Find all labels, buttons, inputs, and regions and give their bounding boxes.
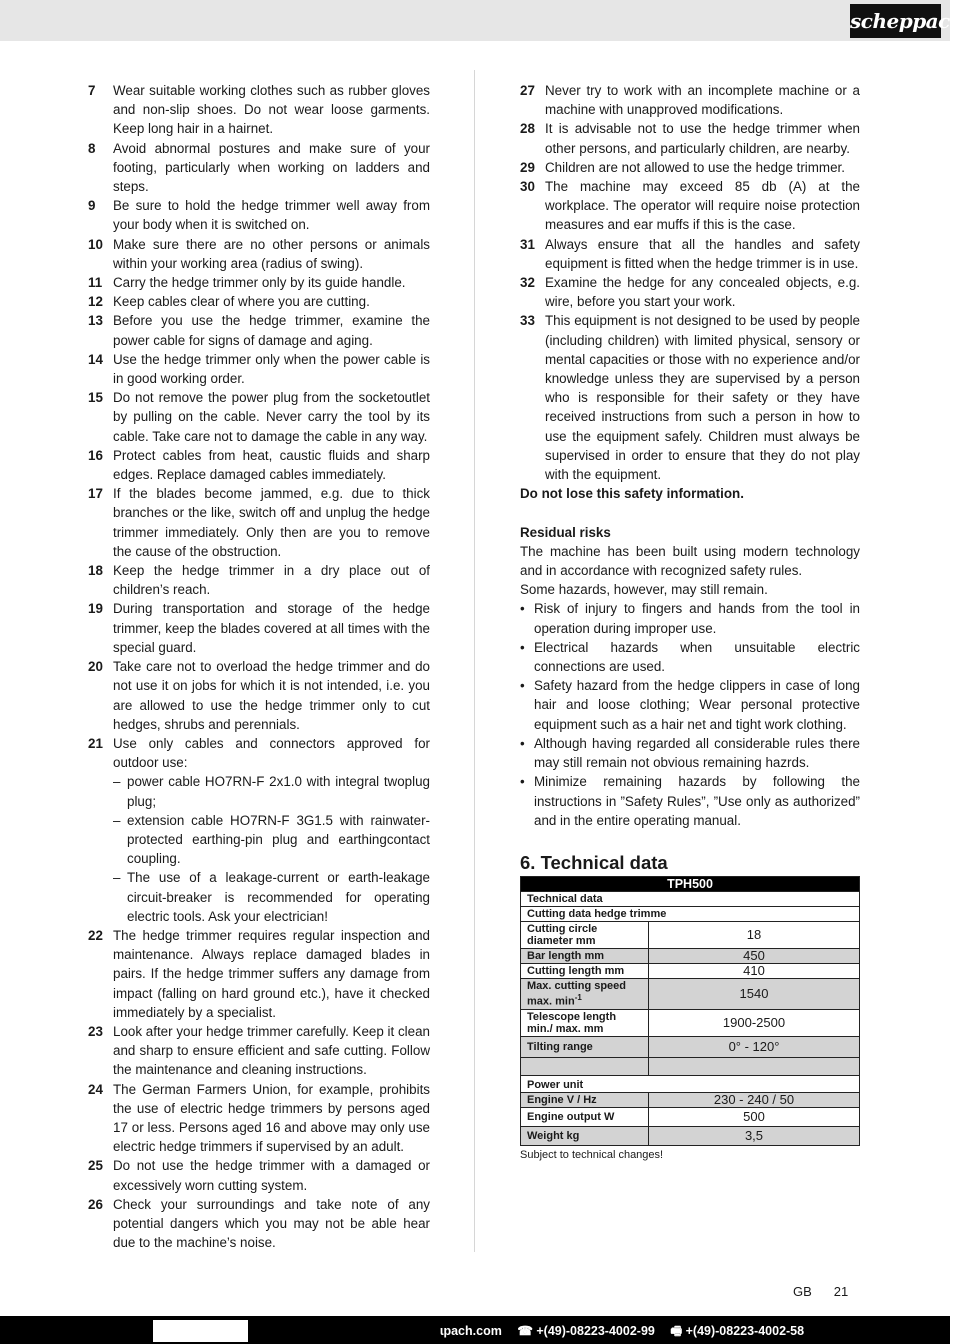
item-text: Look after your hedge trimmer carefully. Keep it clean and sharp to ensure efficient and safe cutting. Follow the maintenance and cleaning instructions. — [113, 1023, 430, 1078]
header-bar — [0, 0, 964, 41]
bullet-text: Minimize remaining hazards by following the instructions in ”Safety Rules”, ”Use only as authorized” and in the entire operating manual. — [534, 774, 860, 828]
item-text: Use only cables and connectors approved for outdoor use: — [113, 735, 430, 771]
section-cell: Power unit — [521, 1075, 860, 1092]
table-row — [521, 1009, 860, 1036]
table-section-row — [521, 891, 860, 906]
list-item — [88, 273, 430, 292]
item-number: 22 — [88, 927, 103, 943]
item-number: 11 — [88, 275, 103, 291]
item-text: Keep cables clear of where you are cutting. — [113, 294, 370, 310]
item-number: 30 — [520, 179, 535, 195]
speed-label-sup: -1 — [574, 992, 582, 1002]
column-divider — [474, 70, 475, 1252]
spec-label: Cutting circle diameter mm — [521, 921, 649, 948]
bullet-dot: • — [520, 735, 525, 751]
table-row — [521, 1107, 860, 1126]
sub-item — [113, 811, 430, 869]
item-number: 24 — [88, 1081, 103, 1097]
item-number: 31 — [520, 236, 535, 252]
safety-note: Do not lose this safety information. — [520, 486, 744, 502]
item-text: The German Farmers Union, for example, prohibits the use of electric hedge trimmers by persons aged 17 or less. Persons aged 16 and above may only use electric hedge trimmers if supervised by an adult. — [113, 1081, 430, 1155]
subject-to-change-note: Subject to technical changes! — [520, 1148, 664, 1161]
spec-label: Cutting length mm — [521, 963, 649, 978]
item-text: Wear suitable working clothes such as rubber gloves and non-slip shoes. Do not wear loose garments. Keep long hair in a hairnet. — [113, 83, 430, 137]
item-text: If the blades become jammed, e.g. due to thick branches or the like, switch off and unplug the hedge trimmer immediately. Only then are you to remove the cause of the obstruction. — [113, 486, 430, 559]
item-number: 27 — [520, 83, 535, 98]
item-text: Before you use the hedge trimmer, examine the power cable for signs of damage and aging. — [113, 313, 430, 348]
item-number: 7 — [88, 83, 96, 98]
list-item — [520, 119, 860, 157]
spec-value: 1540 — [649, 978, 860, 1009]
list-item — [88, 446, 430, 484]
dash-marker: – — [113, 870, 121, 886]
list-item — [88, 1156, 430, 1194]
list-item — [88, 292, 430, 311]
item-number: 13 — [88, 313, 103, 329]
footer-contact — [440, 1322, 816, 1343]
list-item — [88, 139, 430, 197]
dash-marker: – — [113, 812, 121, 828]
sub-item-text: The use of a leakage-current or earth-leakage circuit-breaker is recommended for operating electric tools. Ask your electrician! — [127, 870, 430, 924]
table-row-empty — [521, 1057, 860, 1075]
item-text: It is advisable not to use the hedge trimmer when other persons, and particularly children, are nearby. — [545, 121, 860, 156]
model-cell: TPH500 — [521, 876, 860, 891]
list-item — [520, 235, 860, 273]
sub-item-text: extension cable HO7RN-F 3G1.5 with rainwater-protected earthing-pin plug and earthingcontact coupling. — [127, 812, 430, 867]
risk-bullet — [520, 599, 860, 637]
footer-white-box — [153, 1320, 248, 1342]
spec-label: Engine output W — [521, 1107, 649, 1126]
risk-bullet — [520, 676, 860, 734]
table-row — [521, 1092, 860, 1107]
list-item — [88, 561, 430, 599]
item-number: 33 — [520, 313, 535, 329]
item-text: Children are not allowed to use the hedge trimmer. — [545, 159, 845, 175]
item-number: 16 — [88, 447, 103, 463]
item-number: 18 — [88, 563, 103, 579]
spec-label: Bar length mm — [521, 948, 649, 963]
risk-bullet — [520, 772, 860, 830]
fax-number: 🖷 +(49)-08223-4002-58 — [670, 1324, 805, 1338]
section-cell: Technical data — [521, 891, 860, 906]
item-number: 29 — [520, 159, 535, 175]
item-number: 15 — [88, 390, 103, 406]
list-item — [88, 388, 430, 446]
spec-label: Tilting range — [521, 1036, 649, 1057]
item-number: 28 — [520, 121, 535, 137]
item-text: Keep the hedge trimmer in a dry place out of children’s reach. — [113, 563, 430, 598]
list-item — [88, 1195, 430, 1253]
item-number: 25 — [88, 1158, 103, 1174]
spec-label: Telescope length min./ max. mm — [521, 1009, 649, 1036]
technical-data-heading: 6. Technical data — [520, 851, 668, 873]
item-text: The machine may exceed 85 db (A) at the workplace. The operator will require noise protection measures and ear muffs if this is the case. — [545, 179, 860, 233]
dash-marker: – — [113, 774, 121, 790]
list-item — [520, 81, 860, 119]
risk-bullet — [520, 734, 860, 772]
list-item — [88, 81, 430, 139]
item-number: 10 — [88, 236, 103, 252]
bullet-dot: • — [520, 601, 525, 617]
table-header-row — [521, 876, 860, 891]
list-item — [88, 926, 430, 1022]
list-item — [88, 235, 430, 273]
spec-label: Engine V / Hz — [521, 1092, 649, 1107]
section-cell: Cutting data hedge trimme — [521, 906, 860, 921]
item-text: This equipment is not designed to be used by people (including children) with limited physical, sensory or mental capacities or those with no experience and/or knowledge unless they are supervised by a person who is responsible for their safety or they have received instructions from such a person in how to use the equipment safely. Children must always be supervised in order to ensure that they do not play with the equipment. — [545, 313, 860, 483]
item-text: Avoid abnormal postures and make sure of your footing, particularly when working on ladders and steps. — [113, 140, 430, 195]
table-row — [521, 1126, 860, 1145]
item-text: Carry the hedge trimmer only by its guide handle. — [113, 275, 406, 291]
item-text: Use the hedge trimmer only when the power cable is in good working order. — [113, 351, 430, 387]
list-item — [520, 273, 860, 311]
item-text: Check your surroundings and take note of any potential dangers which you may not be able hear due to the machine’s noise. — [113, 1196, 430, 1251]
item-number: 17 — [88, 486, 103, 502]
page-info — [793, 1284, 870, 1299]
spec-value: 450 — [649, 948, 860, 963]
list-item — [88, 311, 430, 349]
item-text: Do not remove the power plug from the socketoutlet by pulling on the cable. Never carry the tool by its cable. Take care not to damage the cable in any way. — [113, 390, 430, 444]
item-text: Do not use the hedge trimmer with a damaged or excessively worn cutting system. — [113, 1158, 430, 1193]
table-row — [521, 1036, 860, 1057]
item-number: 12 — [88, 294, 103, 310]
list-item — [88, 599, 430, 657]
item-number: 20 — [88, 659, 103, 675]
list-item — [88, 657, 430, 734]
bullet-text: Safety hazard from the hedge clippers in case of long hair and loose clothing; Wear personal protective equipment such as a hair net and tight work clothing. — [534, 678, 860, 732]
spec-label — [521, 978, 649, 1009]
item-number: 14 — [88, 351, 103, 367]
item-text: Protect cables from heat, caustic fluids and sharp edges. Replace damaged cables immediately. — [113, 447, 430, 483]
sub-item-text: power cable HO7RN-F 2x1.0 with integral twoplug plug; — [127, 774, 430, 809]
item-text: Examine the hedge for any concealed objects, e.g. wire, before you start your work. — [545, 275, 860, 310]
spec-value: 1900-2500 — [649, 1009, 860, 1036]
spec-value: 230 - 240 / 50 — [649, 1092, 860, 1107]
sub-item — [113, 772, 430, 810]
spec-value: 3,5 — [649, 1126, 860, 1145]
page-number: 21 — [833, 1284, 849, 1299]
item-number: 9 — [88, 198, 96, 214]
table-section-row — [521, 906, 860, 921]
table-row — [521, 948, 860, 963]
table-section-row — [521, 1075, 860, 1092]
phone-number: ☎ +(49)-08223-4002-99 — [517, 1324, 655, 1338]
scheppach-logo: scheppach — [850, 4, 941, 38]
table-row — [521, 978, 860, 1009]
spec-value: 410 — [649, 963, 860, 978]
item-text: Be sure to hold the hedge trimmer well away from your body when it is switched on. — [113, 198, 430, 233]
safety-list-right — [520, 81, 860, 1162]
bullet-text: Electrical hazards when unsuitable electric connections are used. — [534, 639, 860, 675]
table-row — [521, 963, 860, 978]
list-item — [88, 1080, 430, 1157]
list-item — [88, 734, 430, 926]
item-text: The hedge trimmer requires regular inspection and maintenance. Always replace damaged blades in pairs. If the hedge trimmer suffers any damage from impact (falling on hard ground etc.), have it checked immediately by a specialist. — [113, 927, 430, 1020]
item-number: 26 — [88, 1196, 103, 1212]
list-item — [520, 311, 860, 484]
item-number: 21 — [88, 735, 103, 751]
spec-value: 0° - 120° — [649, 1036, 860, 1057]
bullet-dot: • — [520, 774, 525, 790]
list-item — [520, 158, 860, 177]
item-number: 23 — [88, 1023, 103, 1039]
bullet-dot: • — [520, 639, 525, 655]
spec-label: Weight kg — [521, 1126, 649, 1145]
item-text: Never try to work with an incomplete machine or a machine with unapproved modifications. — [545, 83, 860, 118]
speed-label-text: Max. cutting speed max. min — [527, 979, 627, 1008]
list-item — [88, 196, 430, 234]
list-item — [520, 177, 860, 235]
residual-risks-heading: Residual risks — [520, 524, 611, 540]
item-number: 32 — [520, 275, 535, 291]
item-text: Take care not to overload the hedge trimmer and do not use it on jobs for which it is not intended, i.e. you are allowed to use the hedge trimmer only to cut hedges, shrubs and perennials. — [113, 659, 430, 732]
sub-item — [113, 868, 430, 926]
safety-list-left — [88, 81, 430, 1252]
residual-intro-2: Some hazards, however, may still remain. — [520, 582, 768, 598]
technical-data-table — [520, 876, 860, 1146]
list-item — [88, 484, 430, 561]
website-link[interactable]: ɩpach.com — [440, 1324, 502, 1338]
bullet-dot: • — [520, 678, 525, 694]
language-code: GB — [793, 1284, 812, 1299]
bullet-text: Risk of injury to fingers and hands from the tool in operation during improper use. — [534, 601, 860, 636]
residual-intro: The machine has been built using modern technology and in accordance with recognized safety rules. — [520, 543, 860, 579]
risk-bullet — [520, 638, 860, 676]
bullet-text: Although having regarded all considerable rules there may still remain not obvious remaining hazrds. — [534, 735, 860, 771]
item-text: During transportation and storage of the hedge trimmer, keep the blades covered at all times with the special guard. — [113, 601, 430, 655]
item-text: Always ensure that all the handles and safety equipment is fitted when the hedge trimmer is in use. — [545, 236, 860, 271]
list-item — [88, 1022, 430, 1080]
item-text: Make sure there are no other persons or animals within your working area (radius of swing). — [113, 236, 430, 271]
item-number: 19 — [88, 601, 103, 617]
table-row — [521, 921, 860, 948]
spec-value: 500 — [649, 1107, 860, 1126]
list-item — [88, 350, 430, 388]
item-number: 8 — [88, 140, 96, 156]
spec-value: 18 — [649, 921, 860, 948]
footer-bar — [0, 1316, 950, 1344]
